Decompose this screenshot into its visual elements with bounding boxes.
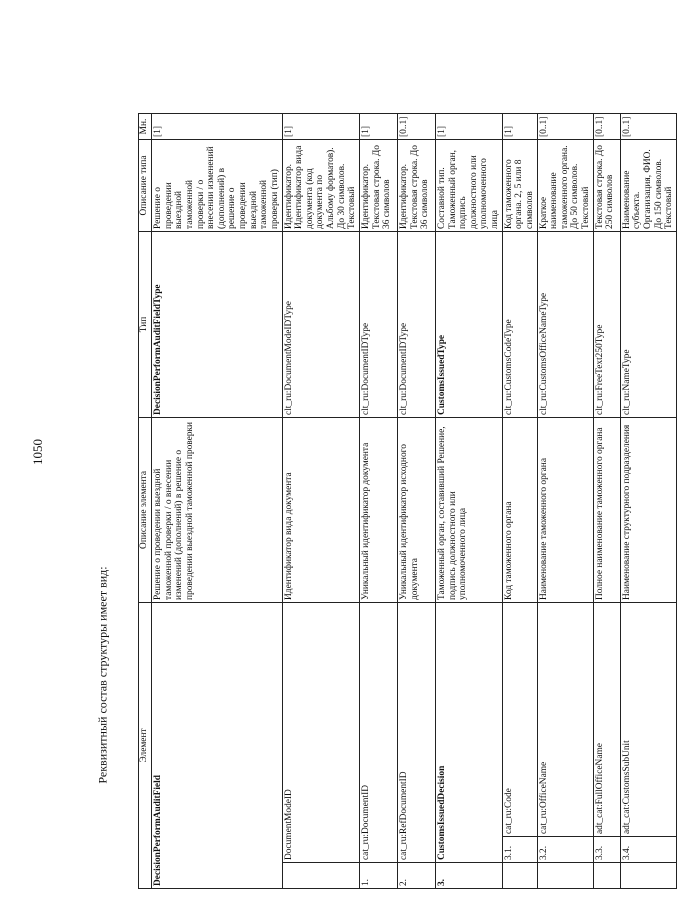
cell-description: Полное наименование таможенного органа bbox=[593, 417, 620, 602]
cell-multiplicity: [0..1] bbox=[537, 113, 593, 139]
header-type-description: Описание типа bbox=[139, 139, 152, 231]
cell-description: Наименование структурного подразделения bbox=[620, 417, 676, 602]
cell-type-description: Идентификатор. Идентификатор вида документа (код документа по Альбому форматов). До 30 символов. Текстовый bbox=[282, 139, 359, 231]
header-multiplicity: Мн. bbox=[139, 113, 152, 139]
cell-description: Уникальный идентификатор документа bbox=[359, 417, 397, 602]
cell-indent bbox=[282, 863, 359, 889]
cell-multiplicity: [1] bbox=[502, 113, 537, 139]
cell-element: adt_cat:CustomsSubUnit bbox=[620, 602, 676, 836]
cell-element: cat_ru:OfficeName bbox=[537, 602, 593, 836]
cell-type: clt_ru:DocumentIDType bbox=[397, 231, 435, 417]
page-number: 1050 bbox=[30, 439, 45, 465]
cell-number: 3.1. bbox=[502, 837, 537, 863]
header-type: Тип bbox=[139, 231, 152, 417]
table-row bbox=[620, 113, 676, 888]
cell-multiplicity: [1] bbox=[152, 113, 283, 139]
cell-element: cat_ru:DocumentID bbox=[359, 602, 397, 862]
cell-type-description: Код таможенного органа. 2, 5 или 8 символов bbox=[502, 139, 537, 231]
table-row bbox=[435, 113, 502, 888]
cell-type: clt_ru:CustomsOfficeNameType bbox=[537, 231, 593, 417]
table-row bbox=[502, 113, 537, 888]
cell-multiplicity: [0..1] bbox=[620, 113, 676, 139]
cell-element: cat_ru:RefDocumentID bbox=[397, 602, 435, 862]
cell-description: Уникальный идентификатор исходного документа bbox=[397, 417, 435, 602]
table-caption: Реквизитный состав структуры имеет вид: bbox=[95, 566, 110, 784]
cell-multiplicity: [0..1] bbox=[397, 113, 435, 139]
cell-type: clt_ru:FreeText250Type bbox=[593, 231, 620, 417]
table-header-row bbox=[139, 113, 152, 888]
cell-multiplicity: [1] bbox=[282, 113, 359, 139]
cell-type: clt_ru:NameType bbox=[620, 231, 676, 417]
cell-indent bbox=[537, 863, 593, 889]
cell-type-description: Идентификатор. Текстовая строка. До 36 символов bbox=[359, 139, 397, 231]
cell-number: 3.4. bbox=[620, 837, 676, 863]
cell-number: 3.2. bbox=[537, 837, 593, 863]
cell-type-description: Решение о проведении выездной таможенной проверки / о внесении изменений (дополнений) в решение о проведении выездной таможенной проверки (тип) bbox=[152, 139, 283, 231]
cell-description: Идентификатор вида документа bbox=[282, 417, 359, 602]
cell-description: Таможенный орган, составивший Решение, подпись должностного или уполномоченного лица bbox=[435, 417, 502, 602]
table-row bbox=[593, 113, 620, 888]
cell-type: clt_ru:DocumentModeIDType bbox=[282, 231, 359, 417]
cell-element: DecisionPerformAuditField bbox=[152, 602, 283, 888]
cell-type-description: Составной тип. Таможенный орган, подпись должностного или уполномоченного лица bbox=[435, 139, 502, 231]
cell-description: Код таможенного органа bbox=[502, 417, 537, 602]
cell-number: 1. bbox=[359, 863, 397, 889]
requisite-structure-table bbox=[138, 113, 677, 889]
cell-type: DecisionPerformAuditFieldType bbox=[152, 231, 283, 417]
cell-indent bbox=[502, 863, 537, 889]
table-row bbox=[152, 113, 283, 888]
cell-type: clt_ru:CustomsCodeType bbox=[502, 231, 537, 417]
cell-multiplicity: [1] bbox=[435, 113, 502, 139]
table-row bbox=[397, 113, 435, 888]
cell-type: clt_ru:DocumentIDType bbox=[359, 231, 397, 417]
table-row bbox=[359, 113, 397, 888]
cell-type: CustomsIssuedType bbox=[435, 231, 502, 417]
table-row bbox=[282, 113, 359, 888]
cell-element: CustomsIssuedDecision bbox=[435, 602, 502, 862]
header-element: Элемент bbox=[139, 602, 152, 888]
cell-element: cat_ru:Code bbox=[502, 602, 537, 836]
cell-type-description: Краткое наименование таможенного органа. До 50 символов. Текстовый bbox=[537, 139, 593, 231]
cell-element: DocumentModeID bbox=[282, 602, 359, 862]
cell-description: Наименование таможенного органа bbox=[537, 417, 593, 602]
cell-indent bbox=[593, 863, 620, 889]
cell-type-description: Идентификатор. Текстовая строка. До 36 символов bbox=[397, 139, 435, 231]
cell-element: adt_cat:FullOfficeName bbox=[593, 602, 620, 836]
cell-multiplicity: [1] bbox=[359, 113, 397, 139]
header-description: Описание элемента bbox=[139, 417, 152, 602]
cell-number: 3.3. bbox=[593, 837, 620, 863]
cell-type-description: Текстовая строка. До 250 символов bbox=[593, 139, 620, 231]
table-row bbox=[537, 113, 593, 888]
cell-multiplicity: [0..1] bbox=[593, 113, 620, 139]
cell-indent bbox=[620, 863, 676, 889]
cell-number: 2. bbox=[397, 863, 435, 889]
rotated-table-container bbox=[138, 114, 675, 889]
cell-description: Решение о проведении выездной таможенной проверки / о внесении изменений (дополнений) в решение о проведении выездной таможенной проверки bbox=[152, 417, 283, 602]
cell-number: 3. bbox=[435, 863, 502, 889]
cell-type-description: Наименование субъекта. Организация, ФИО. До 150 символов. Текстовый bbox=[620, 139, 676, 231]
